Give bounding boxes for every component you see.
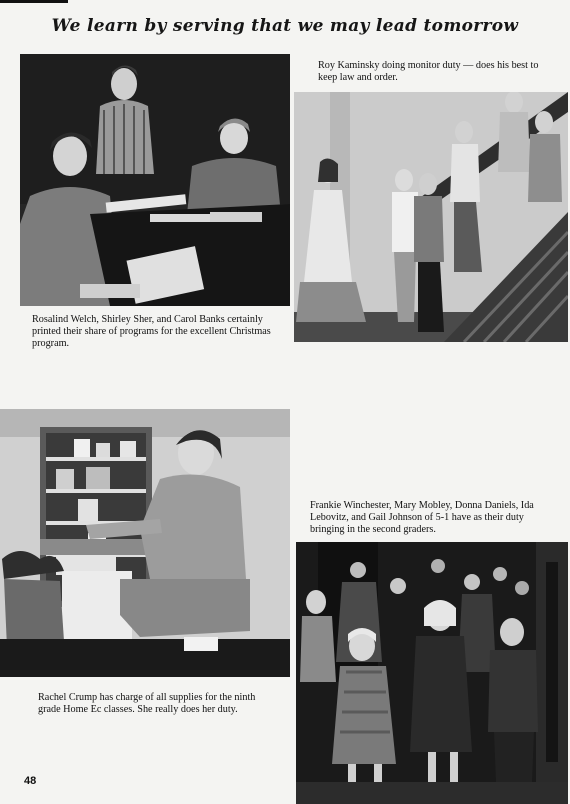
- caption-second-graders: Frankie Winchester, Mary Mobley, Donna Daniels, Ida Lebovitz, and Gail Johnson of 5-1 have as their duty bringing in the second graders.: [310, 500, 534, 535]
- photo-printing-programs: [20, 54, 290, 306]
- photo-monitor-duty: [294, 92, 568, 342]
- caption-printing-programs: Rosalind Welch, Shirley Sher, and Carol Banks certainly printed their share of programs for the excellent Christmas program.: [32, 314, 271, 349]
- corner-rule: [0, 0, 68, 3]
- photo-second-graders: [296, 542, 568, 804]
- photo-home-ec-supplies: [0, 409, 290, 677]
- page-headline: We learn by serving that we may lead tomorrow: [51, 16, 519, 36]
- caption-home-ec-supplies: Rachel Crump has charge of all supplies for the ninth grade Home Ec classes. She really does her duty.: [38, 692, 256, 715]
- page-number: 48: [24, 775, 37, 787]
- caption-monitor-duty: Roy Kaminsky doing monitor duty — does his best to keep law and order.: [318, 60, 539, 83]
